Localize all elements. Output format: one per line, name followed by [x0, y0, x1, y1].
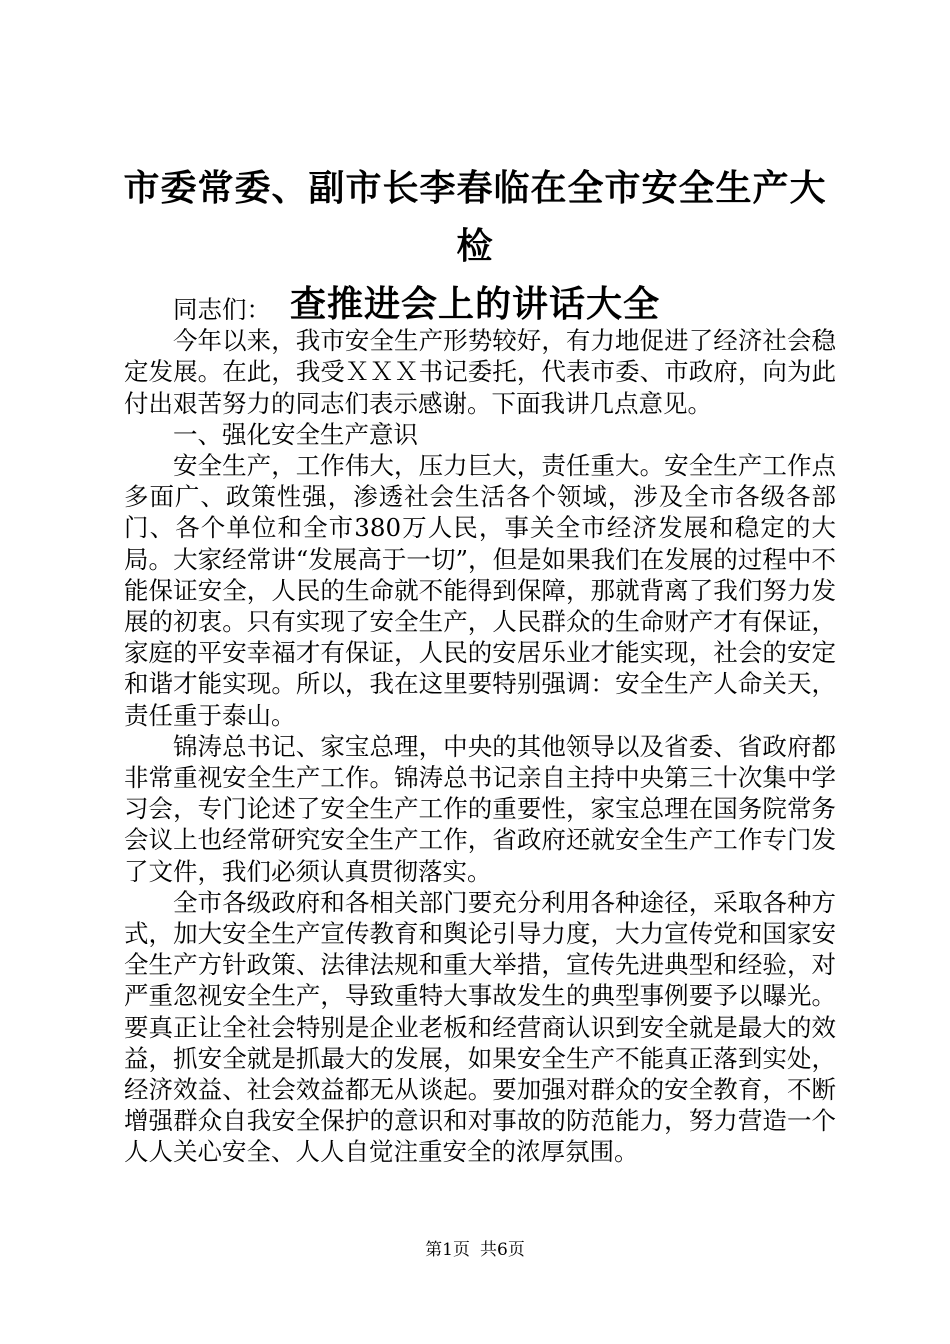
- title-line-2: 查推进会上的讲话大全: [289, 284, 660, 325]
- paragraph: 安全生产，工作伟大，压力巨大，责任重大。安全生产工作点多面广、政策性强，渗透社会生活各个领域，涉及全市各级各部门、各个单位和全市380万人民，事关全市经济发展和稳定的大局。大家经常讲“发展高于一切”，但是如果我们在发展的过程中不能保证安全，人民的生命就不能得到保障，那就背离了我们努力发展的初衷。只有实现了安全生产，人民群众的生命财产才有保证，家庭的平安幸福才有保证，人民的安居乐业才能实现，社会的安定和谐才能实现。所以，我在这里要特别强调：安全生产人命关天，责任重于泰山。: [124, 451, 836, 730]
- paragraph: 今年以来，我市安全生产形势较好，有力地促进了经济社会稳定发展。在此，我受ＸＸＸ书记委托，代表市委、市政府，向为此付出艰苦努力的同志们表示感谢。下面我讲几点意见。: [124, 326, 836, 418]
- page-total: 共6页: [480, 1240, 525, 1260]
- page-number: 第1页: [425, 1240, 470, 1260]
- paragraph: 锦涛总书记、家宝总理，中央的其他领导以及省委、省政府都非常重视安全生产工作。锦涛总书记亲自主持中央第三十次集中学习会，专门论述了安全生产工作的重要性，家宝总理在国务院常务会议上也经常研究安全生产工作，省政府还就安全生产工作专门发了文件，我们必须认真贯彻落实。: [124, 731, 836, 886]
- section-heading: 一、强化安全生产意识: [173, 419, 418, 449]
- paragraph: 全市各级政府和各相关部门要充分利用各种途径，采取各种方式，加大安全生产宣传教育和舆论引导力度，大力宣传党和国家安全生产方针政策、法律法规和重大举措，宣传先进典型和经验，对严重忽视安全生产，导致重特大事故发生的典型事例要予以曝光。要真正让全社会特别是企业老板和经营商认识到安全就是最大的效益，抓安全就是抓最大的发展，如果安全生产不能真正落到实处，经济效益、社会效益都无从谈起。要加强对群众的安全教育，不断增强群众自我安全保护的意识和对事故的防范能力，努力营造一个人人关心安全、人人自觉注重安全的浓厚氛围。: [124, 887, 836, 1167]
- salutation: 同志们：: [173, 295, 271, 324]
- document-body: [124, 294, 836, 1168]
- page-footer: [0, 1240, 950, 1260]
- title-line-1: 市委常委、副市长李春临在全市安全生产大检: [123, 168, 827, 267]
